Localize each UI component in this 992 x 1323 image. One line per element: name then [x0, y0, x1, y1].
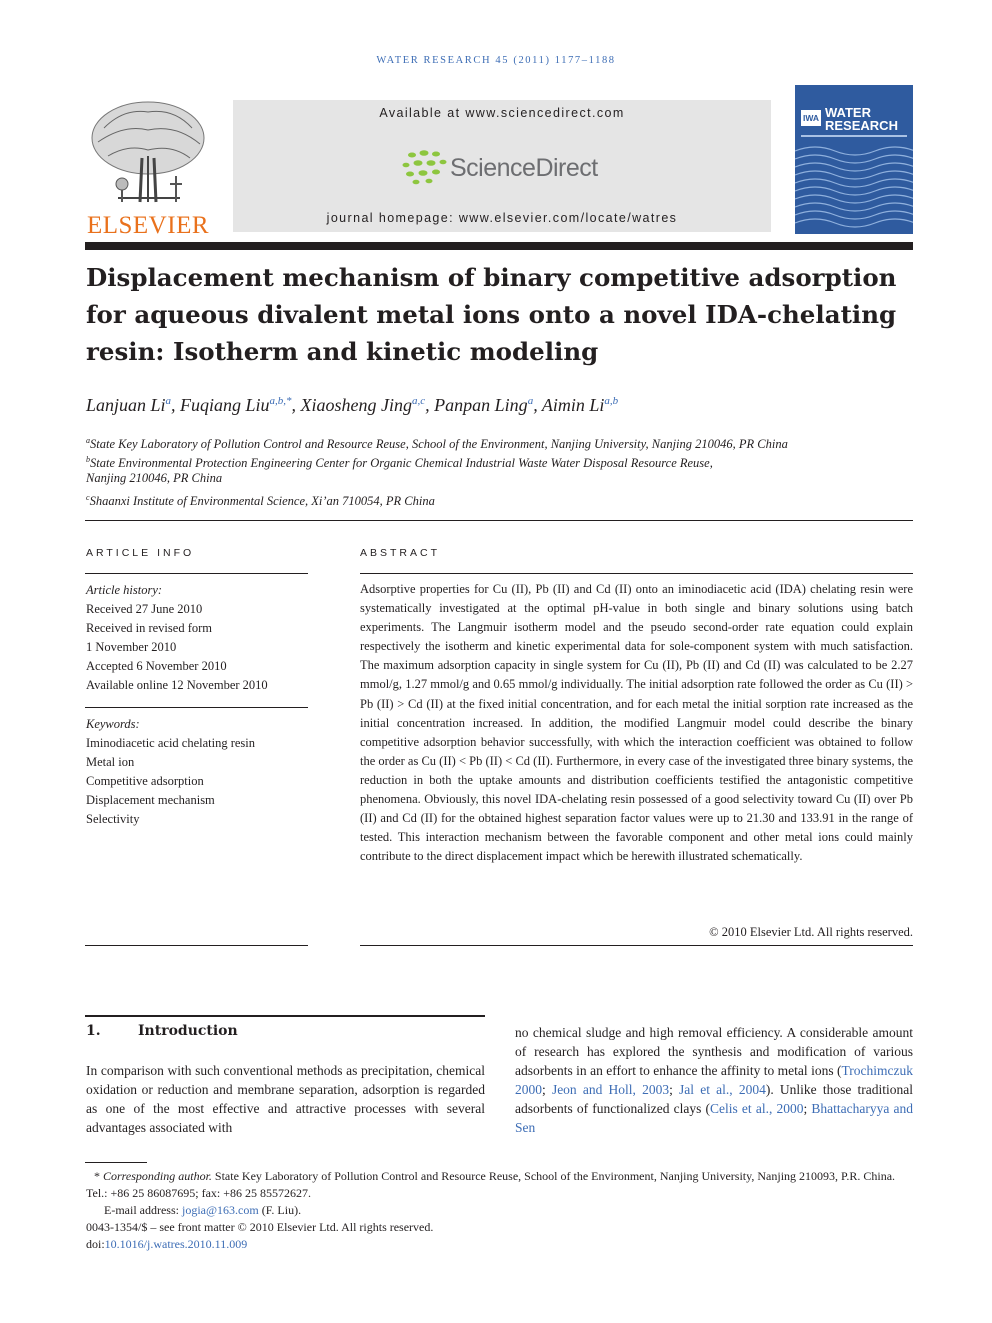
sciencedirect-wordmark: ScienceDirect: [450, 154, 598, 182]
elsevier-logo: [84, 98, 212, 238]
corresponding-label: Corresponding author.: [103, 1169, 212, 1183]
footnote-rule: [85, 1162, 147, 1163]
header-rule: [85, 242, 913, 250]
keywords-label: Keywords:: [86, 717, 140, 731]
running-header: WATER RESEARCH 45 (2011) 1177–1188: [376, 55, 616, 66]
iwa-logo: IWA: [801, 110, 821, 126]
email-link[interactable]: jogia@163.com: [181, 1203, 259, 1217]
section-heading: [86, 1023, 238, 1039]
doi-label: doi:: [86, 1237, 105, 1251]
citation-link[interactable]: Bhattacharyya and Sen: [515, 1101, 913, 1136]
author-affiliation-mark[interactable]: a,b,*: [269, 395, 292, 407]
citation-separator: ;: [803, 1101, 812, 1117]
keyword: Selectivity: [86, 812, 140, 826]
keyword: Metal ion: [86, 755, 135, 769]
journal-cover: [795, 85, 913, 234]
keyword: Competitive adsorption: [86, 774, 204, 788]
issn-line: 0043-1354/$ – see front matter © 2010 Elsevier Ltd. All rights reserved.: [86, 1220, 434, 1234]
elsevier-tree-icon: [84, 98, 212, 210]
doi-link[interactable]: 10.1016/j.watres.2010.11.009: [104, 1237, 248, 1251]
author-name[interactable]: Xiaosheng Jing: [300, 395, 413, 415]
authors-rule: [85, 520, 913, 521]
available-at-text[interactable]: Available at www.sciencedirect.com: [379, 106, 625, 120]
intro-rule: [85, 1015, 485, 1017]
citation-separator: ;: [669, 1082, 680, 1098]
elsevier-wordmark: ELSEVIER: [86, 212, 210, 239]
email-suffix: (F. Liu).: [258, 1203, 302, 1217]
affiliation: [86, 488, 916, 511]
author-name[interactable]: Fuqiang Liu: [180, 395, 270, 415]
author-list: Lanjuan Li$^a$, Fuqiang Liu$^{a,b,*}$, Xiaosheng Jing$^{a,c}$, Panpan Ling$^a$, Aimin Li$^{a,b}$: [86, 395, 619, 415]
citation-link[interactable]: Celis et al., 2000: [710, 1101, 804, 1117]
intro-text: no chemical sludge and high removal efficiency. A considerable amount of research has explored the synthesis and modification of various adsorbents in an effort to enhance the affinity to metal ions (: [515, 1025, 913, 1079]
article-info-rule: [85, 573, 308, 574]
keyword: Displacement mechanism: [86, 793, 215, 807]
citation-separator: ;: [542, 1082, 552, 1098]
intro-right-column: [515, 1023, 913, 1138]
sciencedirect-dots-icon: [398, 148, 448, 188]
cover-title-line2: RESEARCH: [825, 118, 898, 133]
author-name[interactable]: Aimin Li: [541, 395, 605, 415]
affiliation-continued: [86, 469, 916, 488]
author-name[interactable]: Panpan Ling: [434, 395, 528, 415]
affiliation-text: State Environmental Protection Engineering Center for Organic Chemical Industrial Waste Water Disposal Resource Reuse,: [90, 456, 713, 471]
cover-title-line1: WATER: [825, 105, 871, 120]
abstract-bottom-rule: [360, 945, 913, 946]
affiliation-text: Shaanxi Institute of Environmental Science, Xi’an 710054, PR China: [89, 494, 435, 509]
journal-homepage-text[interactable]: journal homepage: www.elsevier.com/locate/watres: [326, 211, 678, 225]
article-info-label: ARTICLE INFO: [86, 547, 195, 559]
abstract-text: Adsorptive properties for Cu (II), Pb (II) and Cd (II) onto an iminodiacetic acid (IDA) chelating resin were systematically investigated at the optimal pH-value in both single and binary solutions using batch experiments. The Langmuir isotherm model and the pseudo second-order rate equation could explain respectively the isotherm and kinetic experimental data for sole-component system with much satisfaction. The maximum adsorption capacity in single system for Cu (II), Pb (II) and Cd (II) was calculated to be 2.27 mmol/g, 1.27 mmol/g and 0.65 mmol/g individually. The initial adsorption rate followed the order as Cu (II) > Pb (II) > Cd (II) at the fixed initial concentration, and for each metal the initial sorption rate increased as the initial concentration increased. In addition, the modified Langmuir model could describe the binary competitive adsorption behavior successfully, with which the interaction coefficient was obtained to follow the order as Cu (II) < Pb (II) < Cd (II). Furthermore, in every case of the investigated three binary systems, the reduction in both the uptake amounts and distribution coefficients testified the antagonistic competitive phenomena. Obviously, this novel IDA-chelating resin possessed of a good selectivity toward Cu (II) over Pb (II) and Cd (II) for the obtained highest separation factor values were up to 21.30 and 133.91 in the range of tested. This interaction mechanism between the favorable component and other metal ions could mainly contribute to the direct displacement impact which be herewith illustrated schematically.: [360, 582, 913, 864]
author-affiliation-mark[interactable]: a: [165, 395, 172, 407]
author-affiliation-mark[interactable]: a,b: [604, 395, 619, 407]
citation-link[interactable]: Trochimczuk 2000: [515, 1063, 913, 1098]
author-affiliation-mark[interactable]: a,c: [412, 395, 426, 407]
history-item: Accepted 6 November 2010: [86, 659, 227, 673]
history-item: Available online 12 November 2010: [86, 678, 268, 692]
affiliation-text: State Key Laboratory of Pollution Control and Resource Reuse, School of the Environment, Nanjing University, Nanjing 210046, PR China: [90, 437, 788, 452]
history-item: 1 November 2010: [86, 640, 177, 654]
citation-link[interactable]: Jal et al., 2004: [679, 1082, 766, 1098]
email-note: [86, 1202, 914, 1219]
article-info-bottom-rule: [85, 945, 308, 946]
doi-line: [86, 1236, 914, 1253]
article-title: Displacement mechanism of binary competitive adsorption for aqueous divalent metal ions onto a novel IDA-chelating resin: Isotherm and kinetic modeling: [86, 263, 897, 366]
corresponding-author-note: [86, 1168, 914, 1202]
author-affiliation-mark[interactable]: a: [527, 395, 534, 407]
author-name[interactable]: Lanjuan Li: [86, 395, 166, 415]
email-label: E-mail address:: [104, 1203, 182, 1217]
section-title: Introduction: [138, 1023, 238, 1039]
affiliation-text: Nanjing 210046, PR China: [86, 471, 223, 485]
corresponding-text: State Key Laboratory of Pollution Control and Resource Reuse, School of the Environment, Nanjing University, Nanjing 210093, P.R. China. Tel.: +86 25 86087695; fax: +86 25 85572627.: [86, 1169, 896, 1200]
history-item: Received in revised form: [86, 621, 212, 635]
keywords-rule: [85, 707, 308, 708]
footnote-star: *: [94, 1169, 100, 1183]
cover-subtitle-bar: [801, 135, 907, 137]
section-number: 1.: [86, 1023, 101, 1039]
abstract-rule: [360, 573, 913, 574]
wave-pattern-icon: [795, 143, 913, 234]
affiliation-mark: b: [86, 455, 90, 464]
sciencedirect-logo: [398, 148, 618, 188]
intro-left-column: In comparison with such conventional methods as precipitation, chemical oxidation or reduction and membrane separation, adsorption is regarded as one of the most effective and attractive processes with several advantages associated with: [86, 1063, 485, 1136]
history-label: Article history:: [86, 583, 163, 597]
intro-text: ). Unlike those traditional adsorbents of functionalized clays (: [515, 1082, 913, 1117]
keyword: Iminodiacetic acid chelating resin: [86, 736, 256, 750]
history-item: Received 27 June 2010: [86, 602, 203, 616]
affiliation-mark: c: [86, 493, 90, 502]
citation-link[interactable]: Jeon and Holl, 2003: [551, 1082, 670, 1098]
abstract-copyright: © 2010 Elsevier Ltd. All rights reserved.: [709, 925, 913, 939]
abstract-label: ABSTRACT: [360, 547, 441, 559]
affiliation-mark: a: [86, 436, 90, 445]
